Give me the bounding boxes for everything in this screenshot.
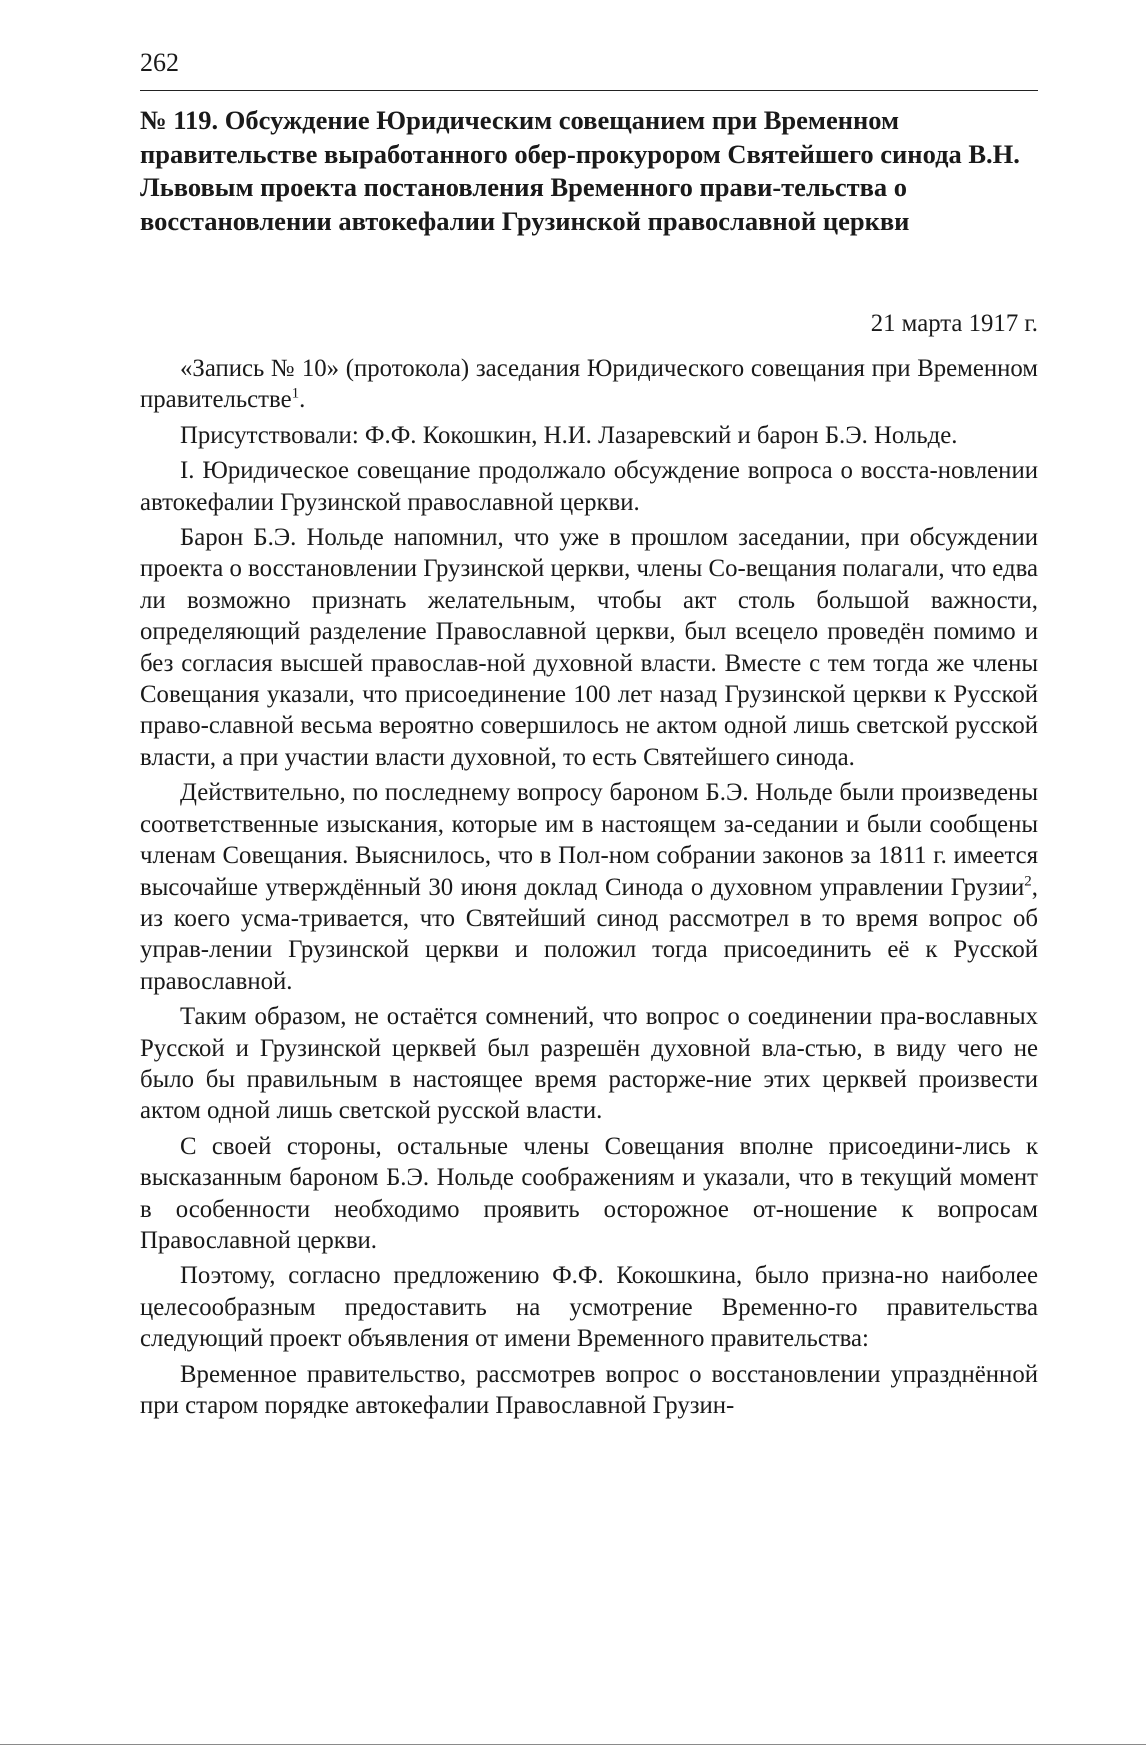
paragraph-nolde-reminder: Барон Б.Э. Нольде напомнил, что уже в прошлом заседании, при обсуждении проекта о восстановлении Грузинской церкви, члены Со-вещания полагали, что едва ли возможно признать желательным, чтобы акт столь большой важности, определяющий разделение Православной церкви, был всецело проведён помимо и без согласия высшей православ-ной духовной власти. Вместе с тем тогда же члены Совещания указали, что присоединение 100 лет назад Грузинской церкви к Русской право-славной весьма вероятно совершилось не актом одной лишь светской русской власти, а при участии власти духовной, то есть Святейшего синода. (140, 524, 1038, 771)
scan-bottom-edge (0, 1744, 1146, 1757)
paragraph-attendees: Присутствовали: Ф.Ф. Кокошкин, Н.И. Лазаревский и барон Б.Э. Нольде. (180, 421, 958, 449)
page-number: 262 (140, 48, 179, 77)
header-rule (140, 90, 1038, 91)
paragraph-item-one: I. Юридическое совещание продолжало обсуждение вопроса о восста-новлении автокефалии Грузинской православной церкви. (140, 457, 1038, 516)
footnote-ref-2[interactable]: 2 (1024, 873, 1032, 890)
document-body (140, 353, 1038, 1423)
paragraph-declaration-start: Временное правительство, рассмотрев вопрос о восстановлении упразднённой при старом порядке автокефалии Православной Грузин- (140, 1360, 1038, 1419)
paragraph-findings: Действительно, по последнему вопросу бароном Б.Э. Нольде были произведены соответственные изыскания, которые им в настоящем за-седании и были сообщены членам Совещания. Выяснилось, что в Пол-ном собрании законов за 1811 г. имеется высочайше утверждённый 30 июня доклад Синода о духовном управлении Грузии$^2$, из коего усма-тривается, что Святейший синод рассмотрел в то время вопрос об управ-лении Грузинской церкви и положил тогда присоединить её к Русской православной. (140, 779, 1038, 995)
document-heading: № 119. Обсуждение Юридическим совещанием при Временном правительстве выработанного обер-прокурором Святейшего синода В.Н. Львовым проекта постановления Временного прави-тельства о восстановлении автокефалии Грузинской православной церкви (140, 105, 1020, 236)
document-date: 21 марта 1917 г. (870, 310, 1038, 337)
paragraph-members-agree: С своей стороны, остальные члены Совещания вполне присоедини-лись к высказанным бароном Б.Э. Нольде соображениям и указали, что в текущий момент в особенности необходимо проявить осторожное от-ношение к вопросам Православной церкви. (140, 1132, 1038, 1254)
paragraph-conclusion: Таким образом, не остаётся сомнений, что вопрос о соединении пра-вославных Русской и Грузинской церквей был разрешён духовной вла-стью, в виду чего не было бы правильным в настоящее время расторже-ние этих церквей произвести актом одной лишь светской русской власти. (140, 1003, 1038, 1125)
footnote-ref-1[interactable]: 1 (291, 386, 300, 403)
paragraph-proposal: Поэтому, согласно предложению Ф.Ф. Кокошкина, было призна-но наиболее целесообразным предоставить на усмотрение Временно-го правительства следующий проект объявления от имени Временного правительства: (140, 1262, 1038, 1353)
paragraph-record-title: «Запись № 10» (протокола) заседания Юридического совещания при Временном правительстве$^1$. (140, 355, 1038, 414)
